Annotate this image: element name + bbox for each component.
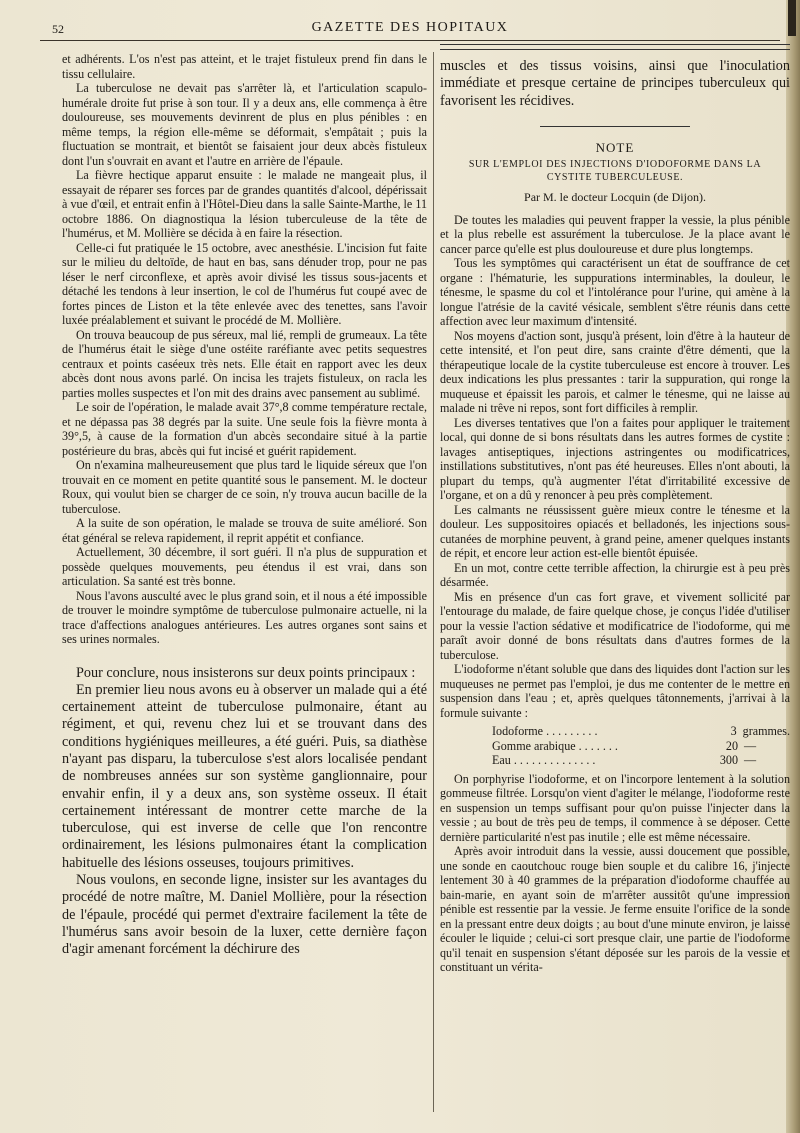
paragraph: En un mot, contre cette terrible affection, la chirurgie est à peu près désarmée. xyxy=(440,560,790,590)
paragraph: muscles et des tissus voisins, ainsi que l'inoculation immédiate et presque certaine de principes tuberculeux qui favorisent les récidives. xyxy=(440,58,790,109)
paragraph: L'iodoforme n'étant soluble que dans des liquides dont l'action sur les muqueuses ne permet pas l'emploi, je dus me contenter de le mettre en suspension dans l'eau ; et, après quelques tâtonnements, j'arrivai à la formule suivante : xyxy=(440,662,790,720)
formula-table xyxy=(440,724,790,768)
right-column xyxy=(440,44,790,975)
paragraph: A la suite de son opération, le malade se trouva de suite amélioré. Son état général se releva rapidement, il reprit appétit et confiance. xyxy=(62,516,427,545)
note-author: Par M. le docteur Locquin (de Dijon). xyxy=(524,189,706,204)
column-divider xyxy=(433,52,434,1112)
continuation-block xyxy=(440,58,790,110)
paragraph: On porphyrise l'iodoforme, et on l'incorpore lentement à la solution gommeuse filtrée. Lorsqu'on vient d'agiter le mélange, l'iodoforme reste en suspension un temps suffisant pour qu'on puisse l'injecter dans la vessie ; au bout de très peu de temps, il commence à se déposer. Cette dernière particularité n'est pas inutile ; elle est même nécessaire. xyxy=(440,771,790,844)
formula-unit: — xyxy=(744,753,757,768)
formula-quantity: 3 xyxy=(730,724,737,739)
paragraph: Pour conclure, nous insisterons sur deux points principaux : xyxy=(76,664,416,681)
formula-unit: grammes. xyxy=(742,724,790,739)
paragraph: Les calmants ne réussissent guère mieux contre le ténesme et la douleur. Les suppositoires opiacés et belladonés, les injections sous-cutanées de morphine peuvent, à grand peine, amener quelques instants de répit, et encore leur action est-elle bientôt épuisée. xyxy=(440,502,790,561)
paragraph: On trouva beaucoup de pus séreux, mal lié, rempli de grumeaux. La tête de l'humérus était le siège d'une ostéite raréfiante avec petits sequestres centraux et points caséeux très nets. Elle était en rapport avec les deux abcès dont nous avons parlé. On incisa les trajets fistuleux, on racla les parties molles suspectes et l'on mit des drains avec pansement au sublimé. xyxy=(62,327,427,400)
section-gap xyxy=(62,647,427,665)
paragraph: Après avoir introduit dans la vessie, aussi doucement que possible, une sonde en caoutchouc rouge bien souple et du calibre 16, j'injecte lentement 30 à 40 grammes de la préparation d'iodoforme chauffée au bain-marie, en ayant soin de m'arrêter aussitôt qu'une impression pénible est ressentie par la vessie. Je ferme ensuite l'orifice de la sonde en la pressant entre deux doigts ; au bout d'une minute environ, je laisse écouler le liquide ; celui-ci sort presque clair, une partie de l'iodoforme qu'il tenait en suspension s'étant déposée sur les parois de la vessie et constituant un vérita- xyxy=(440,844,790,975)
paragraph: Le soir de l'opération, le malade avait 37°,8 comme température rectale, et ne dépassa pas 38 degrés par la suite. Une seule fois la fièvre monta à 39°,5, à cause de la formation d'un abcès secondaire situé à la partie postérieure du bras, abcès qui fut incisé et guérit rapidement. xyxy=(62,400,427,458)
left-column xyxy=(62,52,427,959)
formula-row xyxy=(440,739,790,754)
formula-unit: — xyxy=(744,738,757,753)
paragraph: Nous l'avons ausculté avec le plus grand soin, et il nous a été impossible de trouver le moindre symptôme de tuberculose pulmonaire actuelle, ni la trace d'affections analogues antérieures. Les autres organes sont sains et ses urines normales. xyxy=(62,588,427,646)
paragraph: Les diverses tentatives que l'on a faites pour appliquer le traitement local, qui donne de si bons résultats dans les autres formes de cystite : lavages antiseptiques, injections astringentes ou modificatrices, instillations substitutives, n'ont pas été heureuses. Elles n'ont abouti, la plupart du temps, qu'à augmenter l'état d'irritabilité excessive de l'organe, et on a dû y renoncer à peu près complètement. xyxy=(440,415,790,503)
formula-quantity: 20 xyxy=(725,738,738,753)
paragraph: De toutes les maladies qui peuvent frapper la vessie, la plus pénible et la plus rebelle est assurément la tuberculose. Je la place avant le cancer parce qu'elle est plus douloureuse et dure plus longtemps. xyxy=(440,212,790,256)
paragraph: Actuellement, 30 décembre, il sort guéri. Il n'a plus de suppuration et possède quelques mouvements, peu étendus il est vrai, dans son articulation. Sa santé est très bonne. xyxy=(62,545,427,588)
paragraph: On n'examina malheureusement que plus tard le liquide séreux que l'on trouvait en ce moment en petite quantité sous le pansement. M. le docteur Roux, qui voulut bien se charger de ce soin, n'y trouva aucun bacille de la tuberculose. xyxy=(62,458,427,516)
ornament-divider xyxy=(440,122,790,134)
paragraph: Tous les symptômes qui caractérisent un état de souffrance de cet organe : l'hématurie, les suppurations interminables, la douleur, le ténesme, le spasme du col et l'intolérance pour l'urine, qui amène à la longue l'atrésie de la cavité vésicale, semblent s'être réunis dans cette affection avec leur maximum d'intensité. xyxy=(440,256,790,329)
formula-row xyxy=(440,753,790,768)
double-rule xyxy=(440,44,790,50)
left-large-text xyxy=(62,665,427,959)
paragraph: Celle-ci fut pratiquée le 15 octobre, avec anesthésie. L'incision fut faite sur le milieu du deltoïde, de haut en bas, sans dénuder trop, pour ne pas léser le nerf circonflexe, et après avoir divisé les tissus sous-jacents et détaché les tendons à leur insertion, le col de l'humérus fut coupé avec de fortes pinces de Liston et la tête enlevée avec des tenettes, sans l'avoir luxée préalablement et suivant le procédé de M. Mollière. xyxy=(62,240,427,327)
note-title: NOTE xyxy=(595,139,635,155)
formula-ingredient: Eau . . . . . . . . . . . . . . xyxy=(492,753,596,768)
paragraph: La fièvre hectique apparut ensuite : le malade ne mangeait plus, il essayait de réparer ses forces par de grandes quantités d'alcool, dépérissait à vue d'œil, et entrait enfin à l'Hôtel-Dieu dans la salle Sainte-Marthe, le 11 octobre 1886. On diagnostiqua la lésion tuberculeuse de la tête de l'humérus, et M. Mollière se décida à en faire la résection. xyxy=(62,168,427,240)
journal-title: GAZETTE DES HOPITAUX xyxy=(311,20,509,35)
page-edge-tab xyxy=(788,0,796,36)
paragraph: Nous voulons, en seconde ligne, insister sur les avantages du procédé de notre maître, M. Daniel Mollière, pour la résection de l'épaule, procédé qui permet d'extraire facilement la tête de l'humérus sans avoir besoin de la luxer, cette dernière façon d'agir amenant forcément la déchirure des xyxy=(62,872,427,958)
paragraph: et adhérents. L'os n'est pas atteint, et le trajet fistuleux prend fin dans le tissu cellulaire. xyxy=(62,52,427,81)
paragraph: La tuberculose ne devait pas s'arrêter là, et l'articulation scapulo-humérale droite fut prise à son tour. Il y a deux ans, elle commença à être douloureuse, ses mouvements devinrent de plus en plus pénibles : en même temps, la région elle-même se déformait, s'empâtait ; puis la fluctuation se montrait, et bientôt se faisaient jour deux abcès fistuleux dont l'un s'ouvrait en avant et l'autre en arrière de l'épaule. xyxy=(62,81,427,168)
formula-quantity: 300 xyxy=(719,753,738,768)
paragraph: En premier lieu nous avons eu à observer un malade qui a été certainement atteint de tuberculose pulmonaire, étant au régiment, et qui, revenu chez lui et se trouvant dans des conditions hygiéniques meilleures, a été guéri. Puis, sa diathèse n'ayant pas disparu, la tuberculose s'est alors localisée pendant de nombreuses années sur son système ganglionnaire, pour envahir enfin, il y a deux ans, son système osseux. Il était certainement intéressant de montrer cette marche de la tuberculose, qui est inverse de celle que l'on rencontre ordinairement, les lésions pulmonaires étant la complication habituelle des lésions osseuses, toujours primitives. xyxy=(62,681,427,871)
paragraph: Nos moyens d'action sont, jusqu'à présent, loin d'être à la hauteur de cette intensité, et l'on peut dire, sans crainte d'être démenti, que la thérapeutique locale de la cystite tuberculeuse est encore à trouver. Les deux indications les plus pressantes : tarir la suppuration, qui ronge la muqueuse et épaissit les parois, et calmer le ténesme, qui ne laisse au malade ni trêve ni repos, sont fort difficiles à remplir. xyxy=(440,328,790,416)
formula-ingredient: Iodoforme . . . . . . . . . xyxy=(492,724,598,739)
page-header xyxy=(40,14,780,41)
page-number: 52 xyxy=(52,22,64,36)
paragraph: Mis en présence d'un cas fort grave, et vivement sollicité par l'entourage du malade, de faire quelque chose, je conçus l'idée d'utiliser pour la vessie l'action sédative et modificatrice de l'iodoforme, qui me paraît avoir donné de bons résultats dans d'autres formes de la tuberculose. xyxy=(440,589,790,662)
left-small-text xyxy=(62,52,427,647)
formula-row xyxy=(440,724,790,739)
formula-ingredient: Gomme arabique . . . . . . . xyxy=(492,738,618,753)
note-subtitle: SUR L'EMPLOI DES INJECTIONS D'IODOFORME DANS LA CYSTITE TUBERCULEUSE. xyxy=(468,158,762,183)
